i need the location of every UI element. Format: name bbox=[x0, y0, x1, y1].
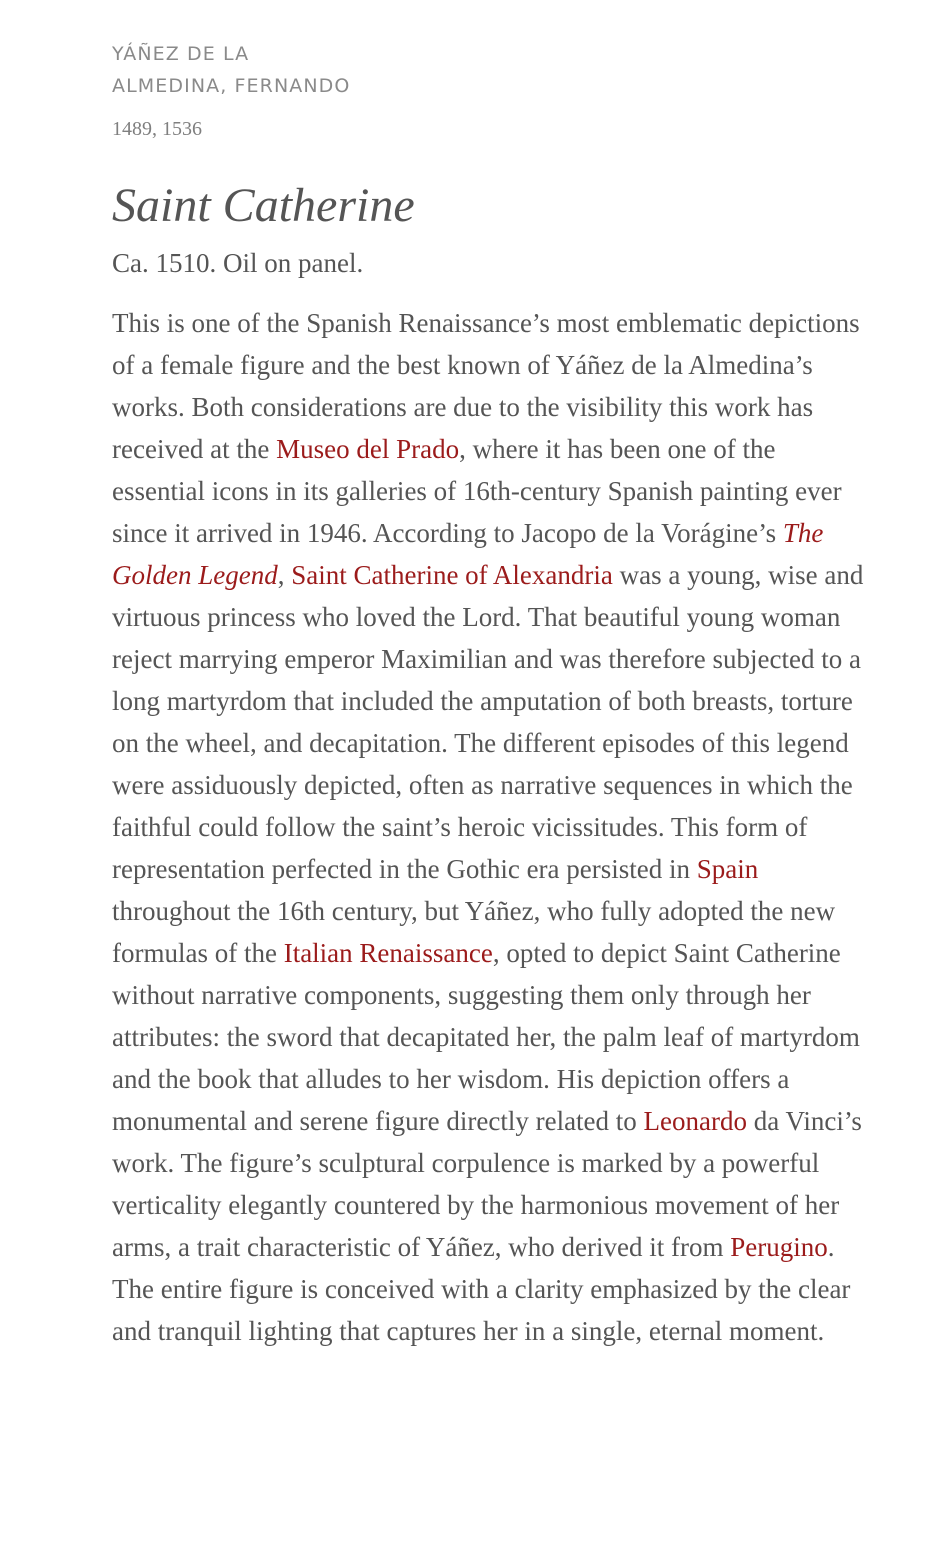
link-leonardo[interactable]: Leonardo bbox=[643, 1106, 747, 1136]
description-text: . The entire figure is conceived with a clarity emphasized by the clear and tranquil lighting that captures her in a single, eternal moment. bbox=[112, 1232, 851, 1346]
artwork-entry bbox=[112, 38, 872, 1352]
artwork-details: Ca. 1510. Oil on panel. bbox=[112, 248, 364, 278]
artwork-title: Saint Catherine bbox=[112, 179, 415, 232]
description-text: da Vinci’s work. The figure’s sculptural corpulence is marked by a powerful verticality elegantly countered by the harmonious movement of her arms, a trait characteristic of Yáñez, who derived it from bbox=[112, 1106, 862, 1262]
description-text: , bbox=[277, 560, 292, 590]
link-spain[interactable]: Spain bbox=[696, 854, 759, 884]
link-museo-del-prado[interactable]: Museo del Prado bbox=[276, 434, 460, 464]
artwork-description bbox=[112, 302, 872, 1352]
description-text: , opted to depict Saint Catherine without narrative components, suggesting them only through her attributes: the sword that decapitated her, the palm leaf of martyrdom and the book that alludes to her wisdom. His depiction offers a monumental and serene figure directly related to bbox=[112, 938, 860, 1136]
description-text: This is one of the Spanish Renaissance’s most emblematic depictions of a female figure and the best known of Yáñez de la Almedina’s works. Both considerations are due to the visibility this work has received at the bbox=[112, 308, 860, 464]
link-saint-catherine[interactable]: Saint Catherine of Alexandria bbox=[291, 560, 613, 590]
golden-legend-title: The Golden Legend bbox=[112, 518, 824, 590]
description-text: , where it has been one of the essential icons in its galleries of 16th-century Spanish painting ever since it arrived in 1946. According to Jacopo de la Vorágine’s bbox=[112, 434, 842, 548]
artist-dates: 1489, 1536 bbox=[112, 118, 202, 140]
artist-name[interactable] bbox=[112, 38, 872, 102]
link-italian-renaissance[interactable]: Italian Renaissance bbox=[283, 938, 493, 968]
artist-name-line2: ALMEDINA, FERNANDO bbox=[112, 75, 351, 97]
artist-name-line1: YÁÑEZ DE LA bbox=[112, 43, 250, 65]
link-perugino[interactable]: Perugino bbox=[730, 1232, 828, 1262]
description-text: throughout the 16th century, but Yáñez, who fully adopted the new formulas of the bbox=[112, 896, 836, 968]
description-text: was a young, wise and virtuous princess who loved the Lord. That beautiful young woman reject marrying emperor Maximilian and was therefore subjected to a long martyrdom that included the amputation of both breasts, torture on the wheel, and decapitation. The different episodes of this legend were assiduously depicted, often as narrative sequences in which the faithful could follow the saint’s heroic vicissitudes. This form of representation perfected in the Gothic era persisted in bbox=[112, 560, 864, 884]
